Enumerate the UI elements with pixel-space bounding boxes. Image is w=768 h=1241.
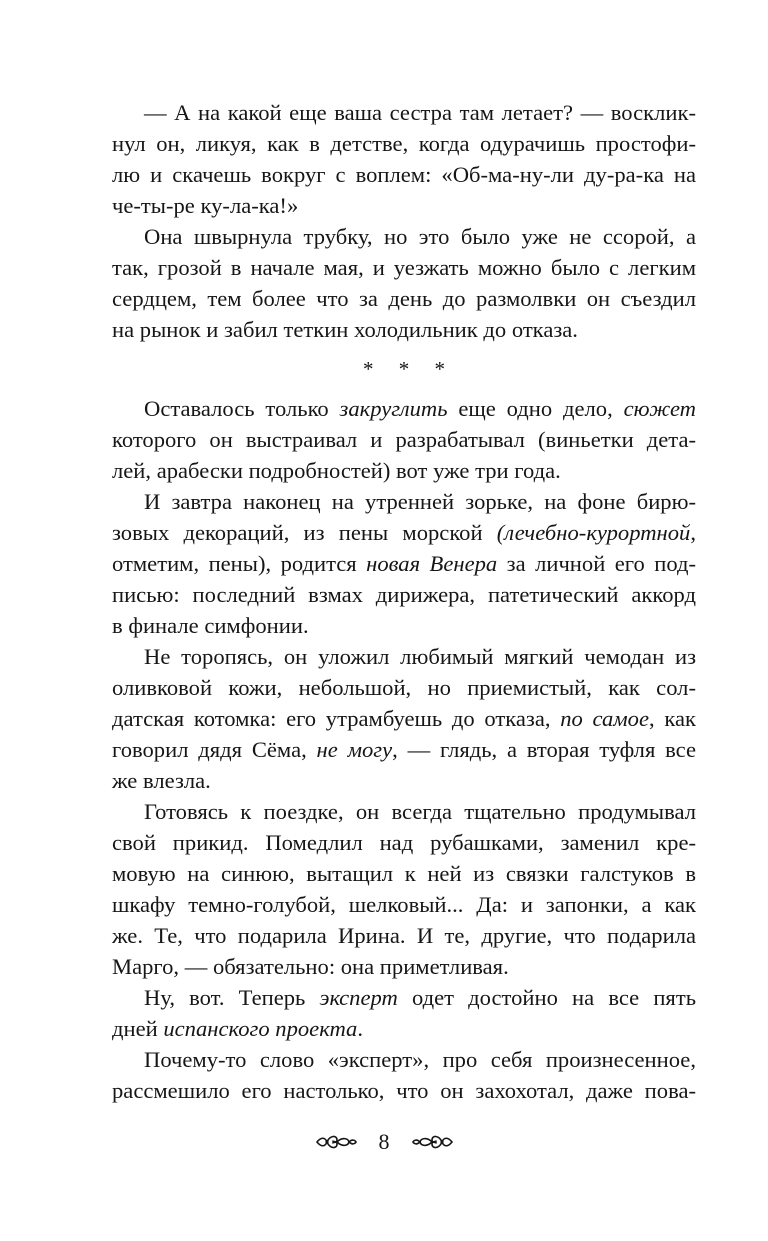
section-separator: * * * [363,357,455,381]
text-line: — А на какой еще ваша сестра там летает? — восклик- [144,100,696,125]
text-line: Не торопясь, он уложил любимый мягкий чемодан из [144,644,696,669]
text-line: лей, арабески подробностей) вот уже три года. [112,458,561,483]
page-number: 8 [378,1129,390,1154]
text-line: которого он выстраивал и разрабатывал (виньетки дета- [112,427,696,452]
text-line: Оставалось только закруглить еще одно дело, сюжет [144,396,696,421]
text-line: рассмешило его настолько, что он захохотал, даже пова- [112,1078,696,1103]
text-line: шкафу темно-голубой, шелковый... Да: и запонки, а как [112,892,696,917]
text-line: И завтра наконец на утренней зорьке, на фоне бирю- [144,489,696,514]
page-text [112,97,696,1106]
text-line: отметим, пены), родится новая Венера за личной его под- [112,551,696,576]
text-line: свой прикид. Помедлил над рубашками, заменил кре- [112,830,696,855]
text-line: Марго, — обязательно: она приметливая. [112,954,509,979]
text-line: Готовясь к поездке, он всегда тщательно продумывал [144,799,696,824]
text-line: дней испанского проекта. [112,1016,364,1041]
text-line: лю и скачешь вокруг с воплем: «Об-ма-ну-ли ду-ра-ка на [112,162,696,187]
text-line: Почему-то слово «эксперт», про себя произнесенное, [144,1047,696,1072]
text-line: говорил дядя Сёма, не могу, — глядь, а вторая туфля все [112,737,696,762]
text-line: Она швырнула трубку, но это было уже не ссорой, а [144,224,696,249]
text-line: в финале симфонии. [112,613,309,638]
text-line: же. Те, что подарила Ирина. И те, другие, что подарила [112,923,696,948]
ornament-right-icon [410,1131,454,1153]
text-line: Ну, вот. Теперь эксперт одет достойно на все пять [144,985,696,1010]
text-line: на рынок и забил теткин холодильник до отказа. [112,317,578,342]
text-line: сердцем, тем более что за день до размолвки он съездил [112,286,696,311]
text-line: так, грозой в начале мая, и уезжать можно было с легким [112,255,696,280]
text-line: мовую на синюю, вытащил к ней из связки галстуков в [112,861,696,886]
text-line: зовых декораций, из пены морской (лечебно-курортной, [112,520,696,545]
text-line: писью: последний взмах дирижера, патетический аккорд [112,582,696,607]
text-line: нул он, ликуя, как в детстве, когда одурачишь простофи- [112,131,696,156]
ornament-left-icon [315,1131,359,1153]
text-line: че-ты-ре ку-ла-ка!» [112,193,299,218]
page-footer [0,1122,768,1162]
text-line: же влезла. [112,768,211,793]
text-line: датская котомка: его утрамбуешь до отказа, по самое, как [112,706,696,731]
text-line: оливковой кожи, небольшой, но приемистый, как сол- [112,675,696,700]
